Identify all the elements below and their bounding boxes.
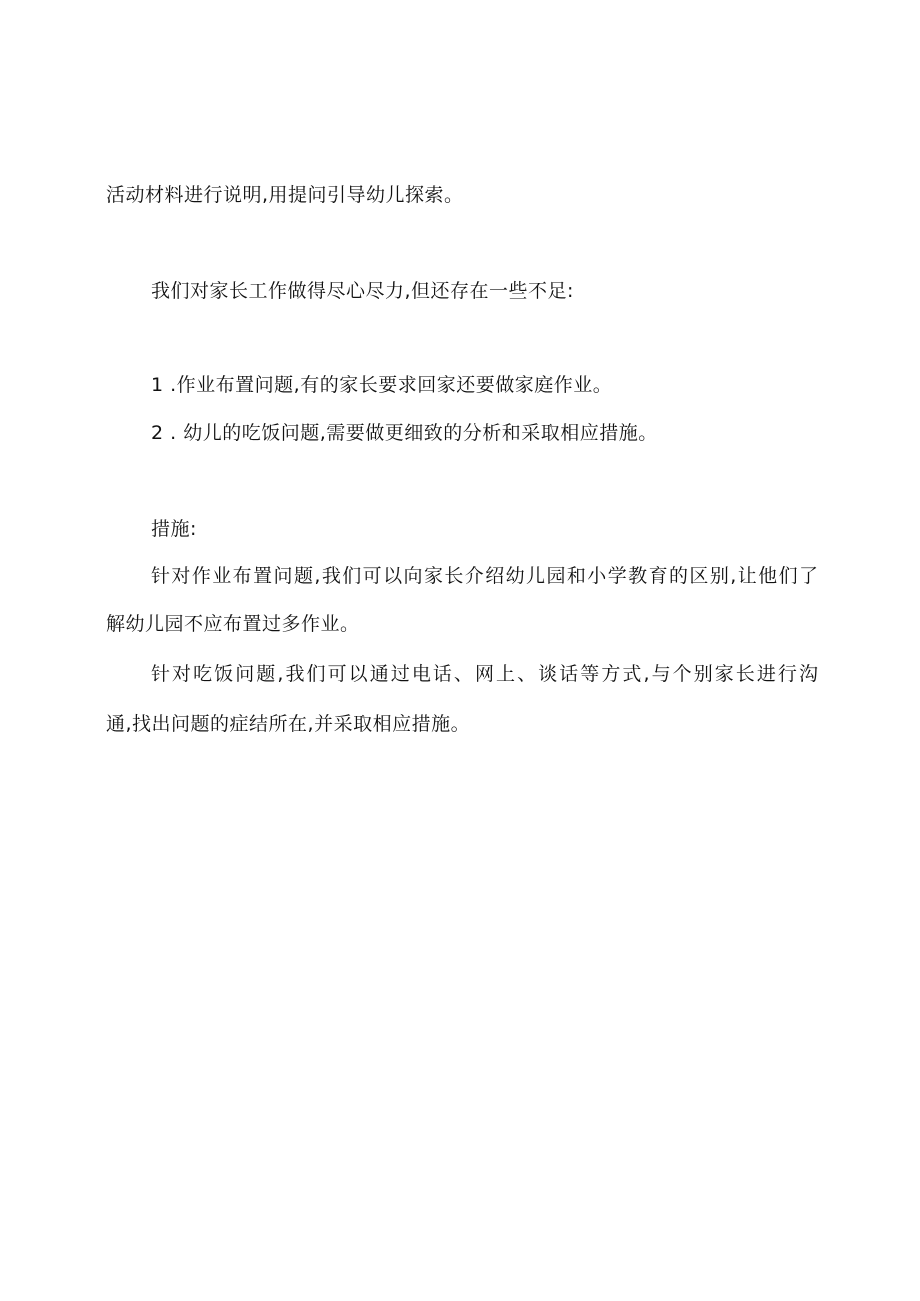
- text-line: 活动材料进行说明,用提问引导幼儿探索。: [106, 184, 464, 206]
- paragraph-line: 针对作业布置问题,我们可以向家长介绍幼儿园和小学教育的区别,让他们了: [151, 565, 818, 587]
- section-heading: 措施:: [151, 518, 197, 540]
- list-item-1: 1 .作业布置问题,有的家长要求回家还要做家庭作业。: [151, 374, 613, 396]
- paragraph-line: 针对吃饭问题,我们可以通过电话、网上、谈话等方式,与个别家长进行沟: [151, 663, 818, 685]
- paragraph-line: 解幼儿园不应布置过多作业。: [106, 613, 360, 635]
- list-item-2: 2 . 幼儿的吃饭问题,需要做更细致的分析和采取相应措施。: [151, 422, 658, 444]
- paragraph-line: 通,找出问题的症结所在,并采取相应措施。: [106, 713, 471, 735]
- text-line: 我们对家长工作做得尽心尽力,但还存在一些不足:: [151, 280, 574, 302]
